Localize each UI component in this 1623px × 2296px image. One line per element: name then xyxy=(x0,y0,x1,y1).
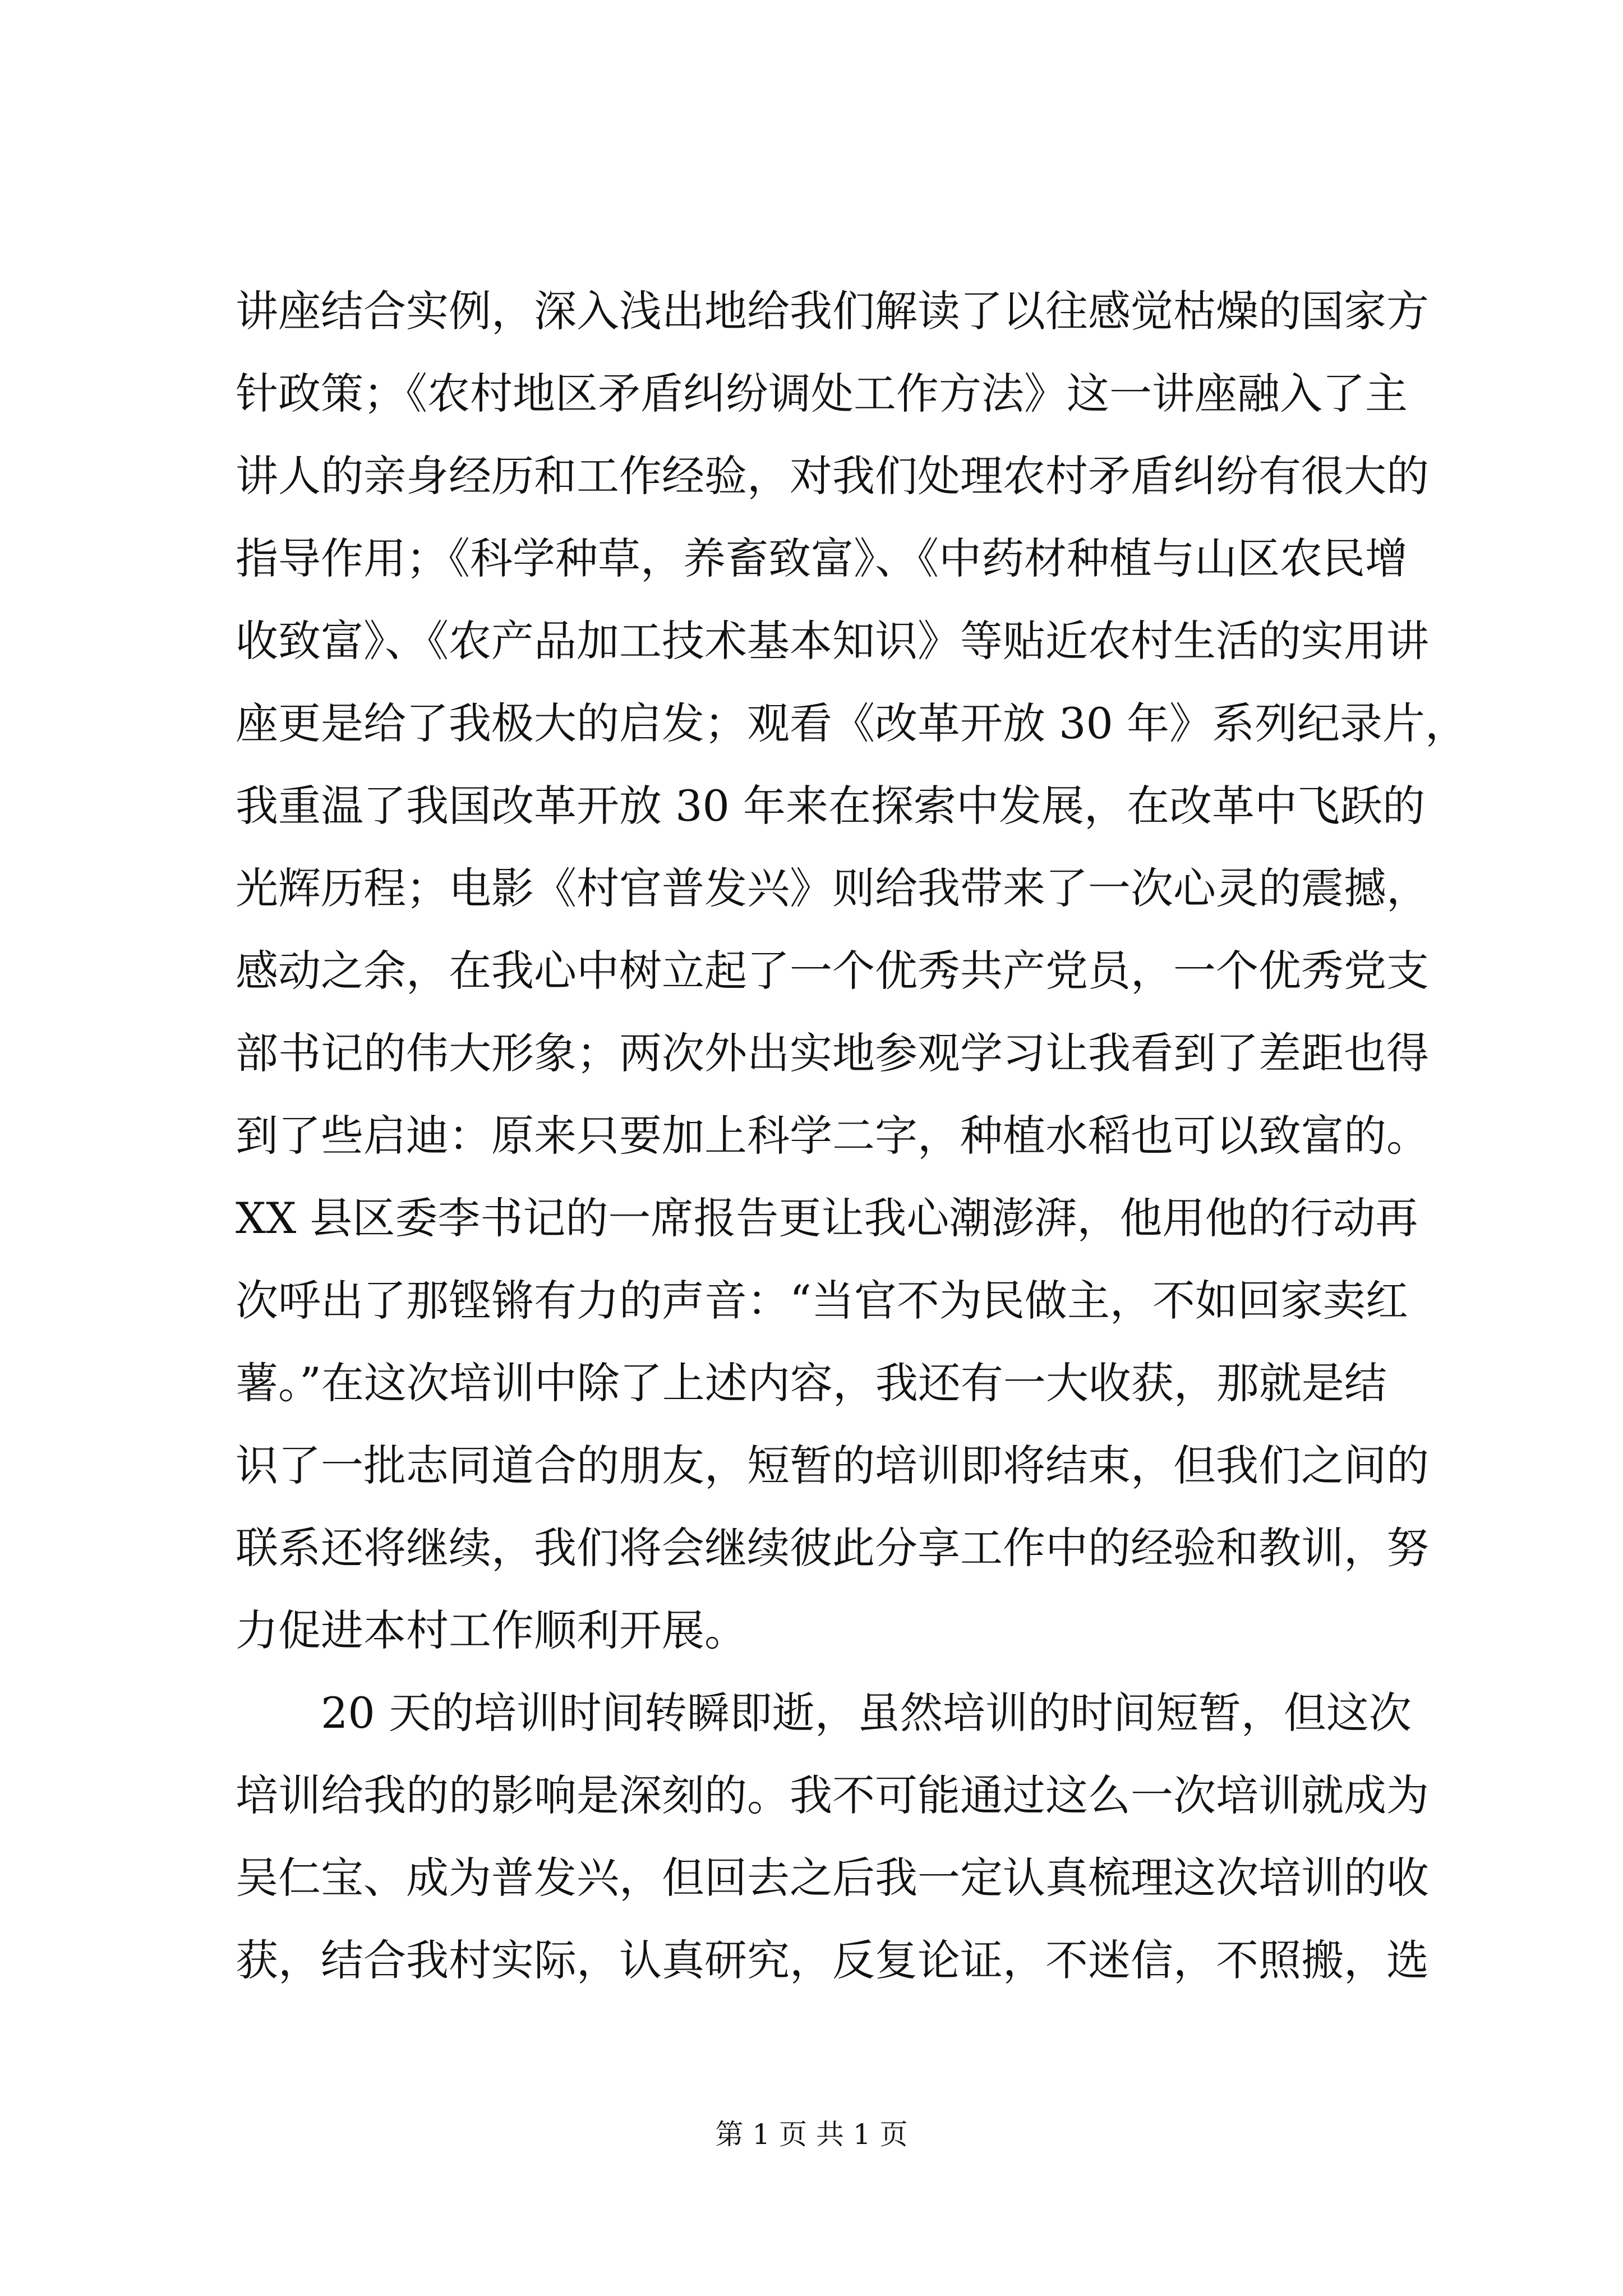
text-line: 光辉历程；电影《村官普发兴》则给我带来了一次心灵的震撼， xyxy=(236,863,1429,913)
text-line: 讲座结合实例，深入浅出地给我们解读了以往感觉枯燥的国家方 xyxy=(236,286,1429,336)
page-number-footer: 第 1 页 共 1 页 xyxy=(715,2118,908,2151)
text-line: 培训给我的的影响是深刻的。我不可能通过这么一次培训就成为 xyxy=(236,1770,1429,1820)
text-line: XX 县区委李书记的一席报告更让我心潮澎湃，他用他的行动再 xyxy=(236,1193,1418,1243)
text-line: 到了些启迪：原来只要加上科学二字，种植水稻也可以致富的。 xyxy=(236,1111,1429,1161)
text-line: 讲人的亲身经历和工作经验，对我们处理农村矛盾纠纷有很大的 xyxy=(236,451,1429,501)
text-line: 我重温了我国改革开放 30 年来在探索中发展，在改革中飞跃的 xyxy=(236,781,1426,831)
text-line: 针政策；《农村地区矛盾纠纷调处工作方法》这一讲座融入了主 xyxy=(236,369,1408,418)
text-line: 识了一批志同道合的朋友，短暂的培训即将结束，但我们之间的 xyxy=(236,1441,1429,1490)
text-line: 力促进本村工作顺利开展。 xyxy=(236,1605,747,1655)
text-line: 薯。”在这次培训中除了上述内容，我还有一大收获，那就是结 xyxy=(236,1358,1387,1408)
text-line: 联系还将继续，我们将会继续彼此分享工作中的经验和教训，努 xyxy=(236,1523,1429,1573)
text-line: 获，结合我村实际，认真研究，反复论证，不迷信，不照搬，选 xyxy=(236,1935,1429,1985)
text-line: 部书记的伟大形象；两次外出实地参观学习让我看到了差距也得 xyxy=(236,1028,1429,1078)
text-line: 次呼出了那铿锵有力的声音：“当官不为民做主，不如回家卖红 xyxy=(236,1276,1408,1326)
text-line: 感动之余，在我心中树立起了一个优秀共产党员，一个优秀党支 xyxy=(236,946,1429,996)
text-line: 座更是给了我极大的启发；观看《改革开放 30 年》系列纪录片， xyxy=(236,698,1468,748)
text-line: 收致富》、《农产品加工技术基本知识》等贴近农村生活的实用讲 xyxy=(236,616,1429,666)
text-line: 吴仁宝、成为普发兴，但回去之后我一定认真梳理这次培训的收 xyxy=(236,1853,1429,1903)
text-line: 指导作用；《科学种草，养畜致富》、《中药材种植与山区农民增 xyxy=(236,533,1408,583)
paragraph-first-line: 20 天的培训时间转瞬即逝，虽然培训的时间短暂，但这次 xyxy=(321,1688,1412,1738)
